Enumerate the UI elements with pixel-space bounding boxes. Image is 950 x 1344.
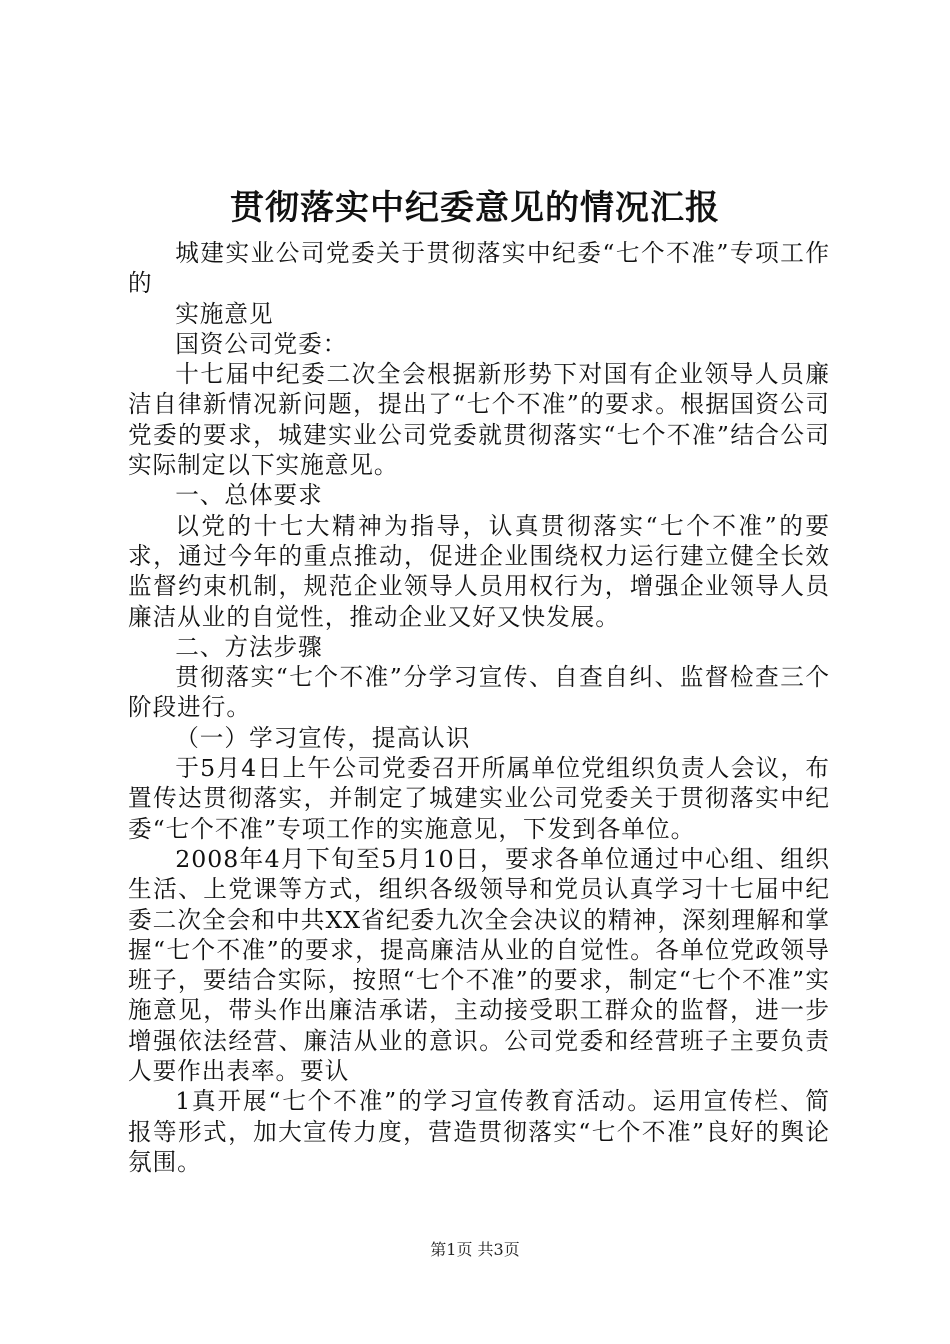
document-title: 贯彻落实中纪委意见的情况汇报 bbox=[230, 188, 720, 228]
paragraph-schedule: 2008年4月下旬至5月10日，要求各单位通过中心组、组织生活、上党课等方式，组织各级领导和党员认真学习十七届中纪委二次全会和中共XX省纪委九次全会决议的精神，深刻理解和掌握“七个不准”的要求，提高廉洁从业的自觉性。各单位党政领导班子，要结合实际，按照“七个不准”的要求，制定“七个不准”实施意见，带头作出廉洁承诺，主动接受职工群众的监督，进一步增强依法经营、廉洁从业的意识。公司党委和经营班子主要负责人要作出表率。要认 bbox=[128, 844, 830, 1086]
paragraph-subheading: 实施意见 bbox=[175, 299, 274, 328]
paragraph-intro: 十七届中纪委二次全会根据新形势下对国有企业领导人员廉洁自律新情况新问题，提出了“七个不准”的要求。根据国资公司党委的要求，城建实业公司党委就贯彻落实“七个不准”结合公司实际制定以下实施意见。 bbox=[128, 360, 830, 480]
paragraph-general: 以党的十七大精神为指导，认真贯彻落实“七个不准”的要求，通过今年的重点推动，促进企业围绕权力运行建立健全长效监督约束机制，规范企业领导人员用权行为，增强企业领导人员廉洁从业的自觉性，推动企业又好又快发展。 bbox=[128, 511, 830, 631]
paragraph-addressee: 国资公司党委： bbox=[175, 329, 348, 358]
paragraph-heading-line: 城建实业公司党委关于贯彻落实中纪委“七个不准”专项工作的 bbox=[128, 239, 830, 298]
document-body bbox=[128, 238, 830, 1177]
paragraph-meeting: 于5月4日上午公司党委召开所属单位党组织负责人会议，布置传达贯彻落实，并制定了城建实业公司党委关于贯彻落实中纪委“七个不准”专项工作的实施意见，下发到各单位。 bbox=[128, 754, 830, 843]
paragraph-publicity: 1真开展“七个不准”的学习宣传教育活动。运用宣传栏、简报等形式，加大宣传力度，营造贯彻落实“七个不准”良好的舆论氛围。 bbox=[128, 1087, 830, 1176]
section-heading-general: 一、总体要求 bbox=[175, 481, 323, 510]
section-heading-steps: 二、方法步骤 bbox=[175, 632, 323, 661]
page-number: 第1页 共3页 bbox=[430, 1240, 520, 1259]
paragraph-steps: 贯彻落实“七个不准”分学习宣传、自查自纠、监督检查三个阶段进行。 bbox=[128, 663, 830, 722]
subsection-heading-study: （一）学习宣传，提高认识 bbox=[175, 723, 471, 752]
